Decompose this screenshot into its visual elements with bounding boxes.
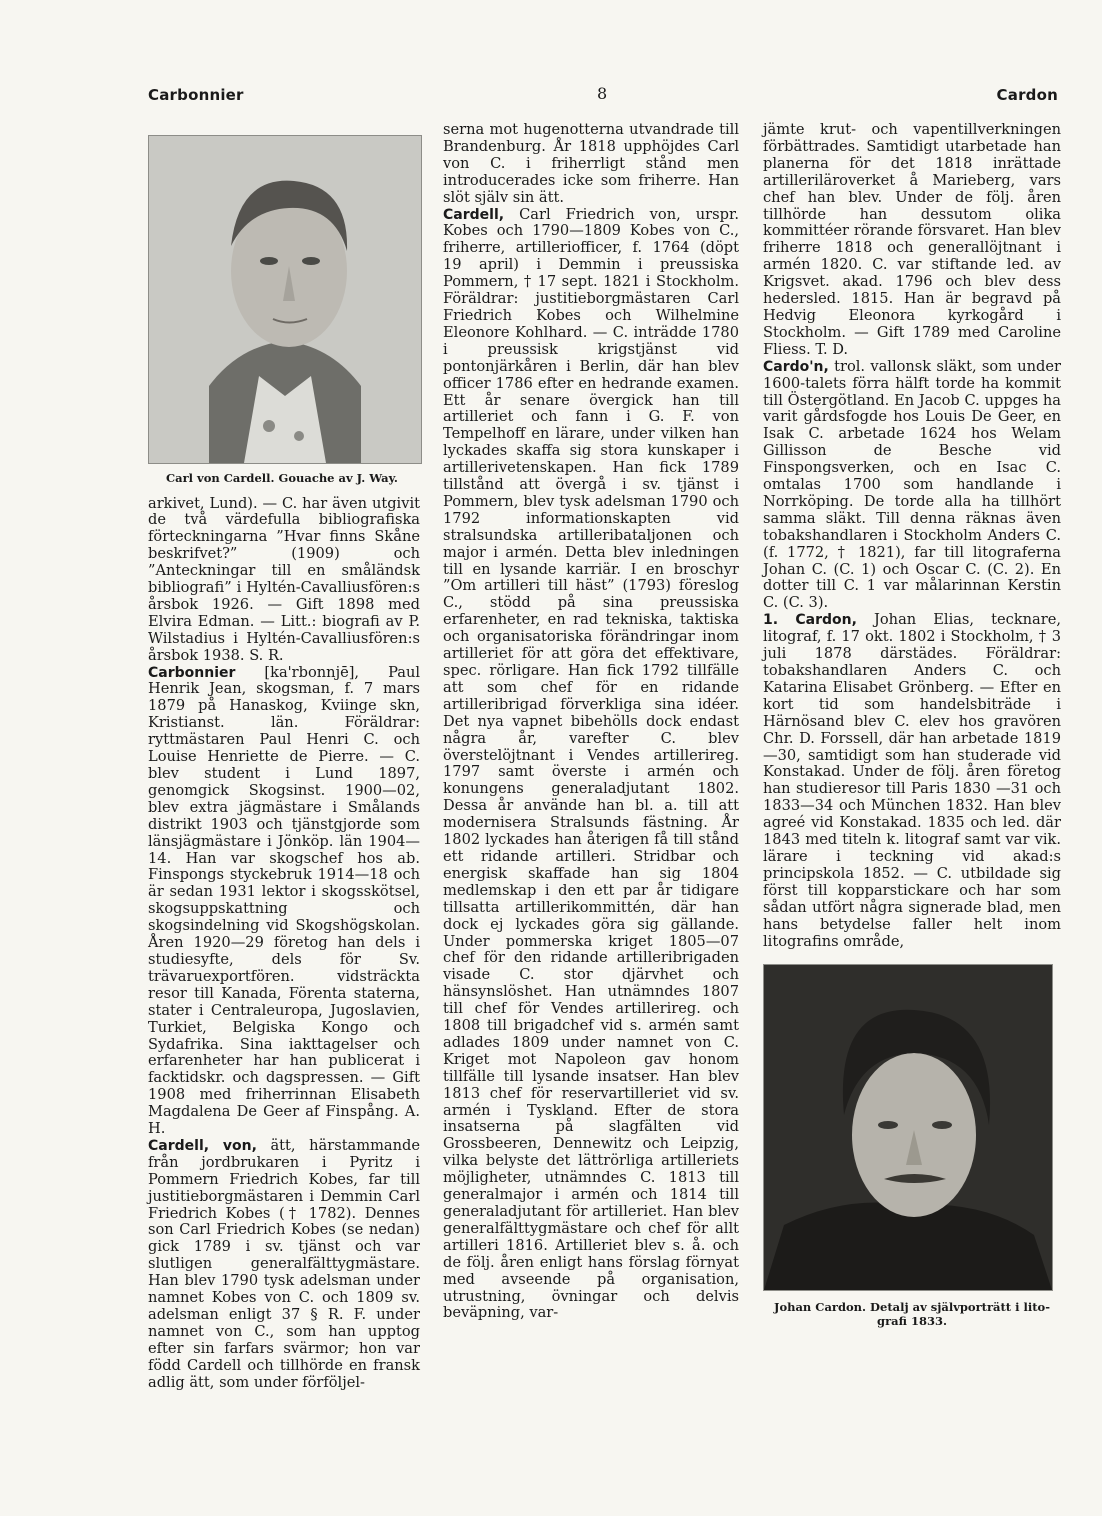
- portrait-illustration: [764, 965, 1052, 1290]
- portrait-caption-cardon: Johan Cardon. Detalj av självporträtt i lito-grafi 1833.: [774, 1300, 1050, 1328]
- page-number: 8: [597, 84, 608, 103]
- entry-text: [ka'rbonnjē], Paul Henrik Jean, skogsman, f. 7 mars 1879 på Hanaskog, Kviinge skn, Kristianst. län. Föräldrar: ryttmästaren Paul Henri C. och Louise Henriette de Pierre. — C. blev student i Lund 1897, genomgick Skogsinst. 1900—02, blev extra jägmästare i Smålands distrikt 1903 och tjänstgjorde som länsjägmästare i Jönköp. län 1904—14. Han var skogschef hos ab. Finspongs styckebruk 1914—18 och är sedan 1931 lektor i skogsskötsel, skogsuppskattning och skogsindelning vid Skogshögskolan. Åren 1920—29 företog han dels i studiesyfte, dels för Sv. trävaruexportfören. vidsträckta resor till Kanada, Förenta staterna, stater i Centraleuropa, Jugoslavien, Turkiet, Belgiska Kongo och Sydafrika. Sina iakttagelser och erfarenheter har han publicerat i facktidskr. och dagspressen. — Gift 1908 med friherrinnan Elisabeth Magdalena De Geer af Finspång. A. H.: [148, 663, 421, 1138]
- running-head-left: Carbonnier: [148, 86, 244, 104]
- entry-carbonnier: [148, 665, 420, 1138]
- running-head-right: Cardon: [996, 86, 1058, 104]
- entry-text: Johan Elias, tecknare, litograf, f. 17 okt. 1802 i Stockholm, † 3 juli 1878 därstädes. Föräldrar: tobakshandlaren Anders C. och Katarina Elisabet Grönberg. — Efter en kort tid som handelsbiträde i Härnösand blev C. elev hos gravören Chr. D. Forssell, där han arbetade 1819 —30, samtidigt som han studerade vid Konstakad. Under de följ. åren företog han studieresor till Paris 1830 —31 och 1833—34 och München 1832. Han blev agreé vid Konstakad. 1835 och led. där 1843 med titeln k. litograf samt var vik. lärare i teckning vid akad:s principskola 1852. — C. utbildade sig först till kopparstickare och har som sådan utfört några signerade blad, men hans betydelse faller helt inom litografins område,: [763, 611, 1062, 950]
- headword: Cardo'n,: [763, 358, 829, 375]
- column-3: [763, 122, 1061, 1328]
- paragraph: serna mot hugenotterna utvandrade till Brandenburg. År 1818 upphöjdes Carl von C. i friherrligt stånd men introducerades icke som friherre. Han slöt själv sin ätt.: [443, 121, 739, 206]
- headword: Carbonnier: [148, 664, 236, 681]
- portrait-carl-von-cardell: [148, 135, 422, 464]
- entry-text: trol. vallonsk släkt, som under 1600-talets förra hälft torde ha kommit till Östergötland. En Jacob C. uppges ha varit gårdsfogde hos Louis De Geer, en Isak C. arbetade 1624 hos Welam Gillisson de Besche vid Finspongsverken, och en Isac C. omtalas 1700 som handlande i Norrköping. De torde alla ha tillhört samma släkt. Till denna räknas även tobakshandlaren i Stockholm Anders C. (f. 1772, † 1821), far till litograferna Johan C. (C. 1) och Oscar C. (C. 2). En dotter till C. 1 var målarinnan Kerstin C. (C. 3).: [763, 357, 1062, 612]
- column-2: [443, 122, 739, 1322]
- entry-text: ätt, härstammande från jordbrukaren i Pyritz i Pommern Friedrich Kobes, far till justitieborgmästaren i Demmin Carl Friedrich Kobes († 1782). Dennes son Carl Friedrich Kobes (se nedan) gick 1789 i sv. tjänst och var slutligen generalfälttygmästare. Han blev 1790 tysk adelsman under namnet Kobes von C. och 1809 sv. adelsman enligt 37 § R. F. under namnet von C., som han upptog efter sin farfars svärmor; hon var född Cardell och tillhörde en fransk adlig ätt, som under förföljel-: [148, 1136, 421, 1391]
- headword: Cardell, von,: [148, 1137, 257, 1154]
- paragraph: jämte krut- och vapentillverkningen förbättrades. Samtidigt utarbetade han planerna för det 1818 inrättade artilleriläroverket å Marieberg, vars chef han blev. Under de följ. åren tillhörde han dessutom olika kommittéer rörande försvaret. Han blev friherre 1818 och generallöjtnant i armén 1820. C. var stiftande led. av Krigsvet. akad. 1796 och blev dess hedersled. 1815. Han är begravd på Hedvig Eleonora kyrkogård i Stockholm. — Gift 1789 med Caroline Fliess. T. D.: [763, 121, 1061, 358]
- entry-cardell-family: [148, 1138, 420, 1392]
- entry-carl-friedrich-von-cardell: [443, 207, 739, 1323]
- entry-cardon-family: [763, 359, 1061, 613]
- entry-text: Carl Friedrich von, urspr. Kobes och 1790—1809 Kobes von C., friherre, artilleriofficer, f. 1764 (döpt 19 april) i Demmin i preussiska Pommern, † 17 sept. 1821 i Stockholm. Föräldrar: justitieborgmästaren Carl Friedrich Kobes och Wilhelmine Eleonore Kohlhard. — C. inträdde 1780 i preussisk krigstjänst vid pontonjärkåren i Berlin, där han blev officer 1786 efter en hedrande examen. Ett år senare övergick han till artilleriet och fann i G. F. von Tempelhoff en lärare, under vilken han lyckades skaffa sig stora kunskaper i artillerivetenskapen. Han fick 1789 tillstånd att övergå i sv. tjänst i Pommern, blev tysk adelsman 1790 och 1792 informationskapten vid stralsundska artilleribataljonen och major i armén. Detta blev inledningen till en lysande karriär. I en broschyr ”Om artilleri till häst” (1793) föreslog C., stödd på sina preussiska erfarenheter, en rad tekniska, taktiska och organisatoriska förändringar inom artilleriet för att göra det effektivare, spec. rörligare. Han fick 1792 tillfälle att som chef för en ridande artilleribrigad förverkliga sina idéer. Det nya vapnet bibehölls dock endast några år, varefter C. blev överstelöjtnant i Vendes artillerireg. 1797 samt överste i armén och konungens generaladjutant 1802. Dessa år använde han bl. a. till att modernisera Stralsunds fästning. År 1802 lyckades han återigen få till stånd ett ridande artilleri. Stridbar och energisk skaffade han sig 1804 medlemskap i den ett par år tidigare tillsatta artillerikommittén, där han dock ej lyckades göra sig gällande. Under pommerska kriget 1805—07 chef för den ridande artilleribrigaden visade C. stor djärvhet och hänsynslöshet. Han utnämndes 1807 till chef för Vendes artillerireg. och 1808 till brigadchef vid s. armén samt adlades 1809 under namnet von C. Kriget mot Napoleon gav honom tillfälle till lysande insatser. Han blev 1813 chef för reservartilleriet vid sv. armén i Tyskland. Efter de stora insatserna på slagfälten vid Grossbeeren, Dennewitz och Leipzig, vilka belyste det lättrörliga artilleriets möjligheter, utnämndes C. 1813 till generalmajor i armén och 1814 till generaladjutant för artilleriet. Han blev generalfälttygmästare och chef för allt artilleri 1816. Artilleriet blev s. å. och de följ. åren enligt hans förslag förnyat med avseende på organisation, utrustning, övningar och delvis beväpning, var-: [443, 205, 739, 1322]
- entry-johan-elias-cardon: [763, 612, 1061, 950]
- paragraph: arkivet, Lund). — C. har även utgivit de två värdefulla bibliografiska förteckningarna ”Hvar finns Skåne beskrifvet?” (1909) och ”Anteckningar till en småländsk bibliografi” i Hyltén-Cavalliusfören:s årsbok 1926. — Gift 1898 med Elvira Edman. — Litt.: biografi av P. Wilstadius i Hyltén-Cavalliusfören:s årsbok 1938. S. R.: [148, 494, 420, 664]
- portrait-illustration: [149, 136, 421, 463]
- headword: Cardell,: [443, 206, 505, 223]
- portrait-caption-cardell: Carl von Cardell. Gouache av J. Way.: [166, 471, 398, 485]
- portrait-johan-cardon: [763, 964, 1053, 1291]
- headword: 1. Cardon,: [763, 612, 857, 629]
- column-1: [148, 135, 420, 1392]
